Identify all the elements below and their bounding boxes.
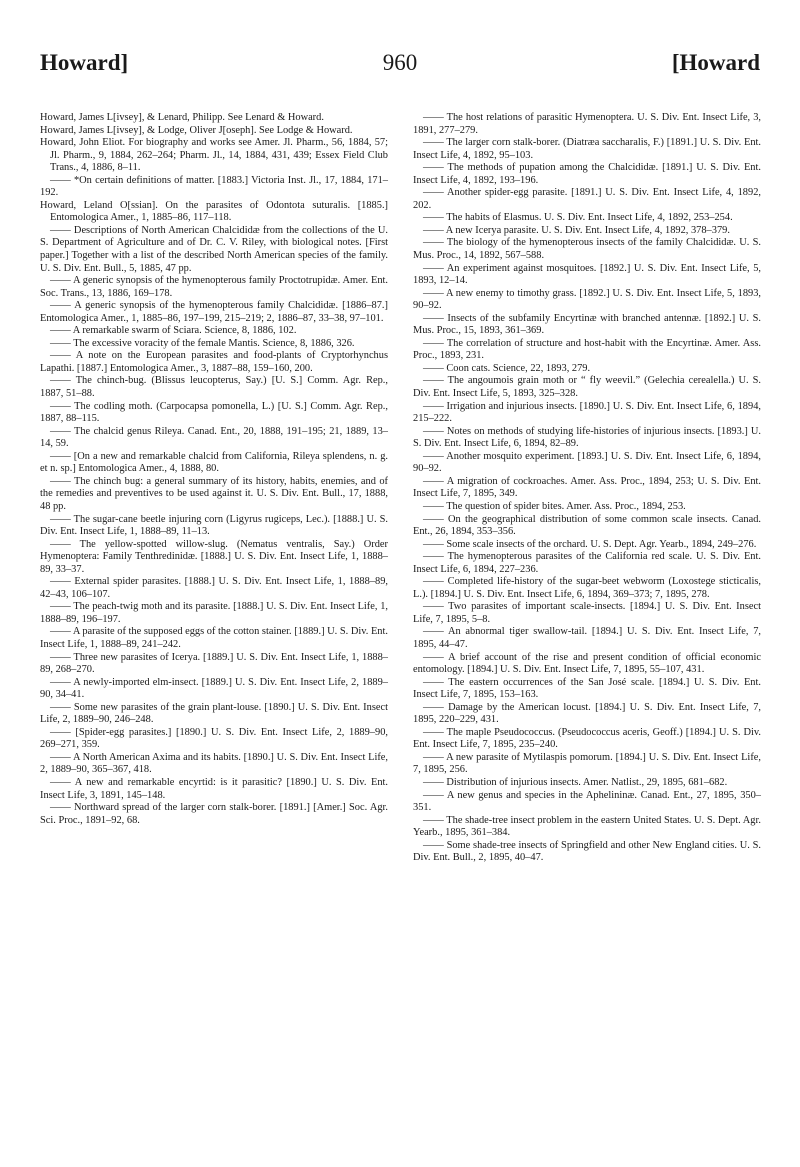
- bibliography-entry: —— The habits of Elasmus. U. S. Div. Ent. Insect Life, 4, 1892, 253–254.: [423, 212, 733, 224]
- bibliography-entry: —— External spider parasites. [1888.] U. S. Div. Ent. Insect Life, 1, 1888–89, 42–43, 106–107.: [40, 576, 388, 600]
- bibliography-entry: —— A migration of cockroaches. Amer. Ass. Proc., 1894, 253; U. S. Div. Ent. Insect Life, 7, 1895, 349.: [413, 475, 761, 500]
- bibliography-entry: Howard, John Eliot. For biography and works see Amer. Jl. Pharm., 56, 1884, 57; Jl. Pharm., 9, 1884, 262–264; Pharm. Jl., 14, 1884, 431, 439; Essex Field Club Trans., 4, 1886, 8–11.: [40, 137, 388, 174]
- bibliography-entry: —— Descriptions of North American Chalcididæ from the collections of the U. S. Department of Agriculture and of Dr. C. V. Riley, with biological notes. [First paper.] Together with a list of the described North American species of the family. U. S. Div. Ent. Bull., 5, 1885, 47 pp.: [40, 224, 388, 274]
- bibliography-entry: —— A remarkable swarm of Sciara. Science, 8, 1886, 102.: [50, 325, 297, 337]
- bibliography-entry: —— Some new parasites of the grain plant-louse. [1890.] U. S. Div. Ent. Insect Life, 2, 1889–90, 246–248.: [40, 701, 388, 726]
- bibliography-entry: —— Insects of the subfamily Encyrtinæ with branched antennæ. [1892.] U. S. Mus. Proc., 15, 1893, 361–369.: [413, 312, 761, 337]
- bibliography-entry: —— Northward spread of the larger corn stalk-borer. [1891.] [Amer.] Soc. Agr. Sci. Proc., 1891–92, 68.: [40, 802, 388, 826]
- page-number: 960: [382, 50, 418, 75]
- bibliography-entry: —— A new genus and species in the Aphelininæ. Canad. Ent., 27, 1895, 350–351.: [413, 789, 761, 814]
- bibliography-entry: —— A new enemy to timothy grass. [1892.] U. S. Div. Ent. Insect Life, 5, 1893, 90–92.: [413, 287, 761, 312]
- bibliography-entry: —— A brief account of the rise and present condition of official economic entomology. [1894.] U. S. Div. Ent. Insect Life, 7, 1895, 55–107, 431.: [413, 651, 761, 676]
- bibliography-entry: —— A newly-imported elm-insect. [1889.] U. S. Div. Ent. Insect Life, 2, 1889–90, 34–41.: [40, 676, 388, 701]
- bibliography-entry: —— An abnormal tiger swallow-tail. [1894.] U. S. Div. Ent. Insect Life, 7, 1895, 44–47.: [413, 626, 761, 650]
- bibliography-entry: —— Three new parasites of Icerya. [1889.] U. S. Div. Ent. Insect Life, 1, 1888–89, 268–270.: [40, 651, 388, 676]
- bibliography-entry: —— Coon cats. Science, 22, 1893, 279.: [423, 362, 591, 374]
- bibliography-entry: —— *On certain definitions of matter. [1883.] Victoria Inst. Jl., 17, 1884, 171–192.: [40, 174, 388, 199]
- bibliography-entry: —— On the geographical distribution of some common scale insects. Canad. Ent., 26, 1894, 353–356.: [413, 513, 761, 538]
- bibliography-entry: —— The host relations of parasitic Hymenoptera. U. S. Div. Ent. Insect Life, 3, 1891, 277–279.: [413, 112, 761, 136]
- running-header: [40, 50, 760, 80]
- bibliography-entry: —— The peach-twig moth and its parasite. [1888.] U. S. Div. Ent. Insect Life, 1, 1888–89, 196–197.: [40, 601, 388, 625]
- bibliography-entry: —— The chinch-bug. (Blissus leucopterus, Say.) [U. S.] Comm. Agr. Rep., 1887, 51–88.: [40, 375, 388, 400]
- bibliography-entry: —— The yellow-spotted willow-slug. (Nematus ventralis, Say.) Order Hymenoptera: Family Tenthredinidæ. [1888.] U. S. Div. Ent. Insect Life, 1, 1888–89, 33–37.: [40, 538, 388, 575]
- left-column: [40, 112, 388, 827]
- bibliography-entry: —— The chalcid genus Rileya. Canad. Ent., 20, 1888, 191–195; 21, 1889, 13–14, 59.: [40, 425, 388, 450]
- bibliography-entry: —— Two parasites of important scale-insects. [1894.] U. S. Div. Ent. Insect Life, 7, 1895, 5–8.: [413, 601, 761, 625]
- bibliography-entry: —— A new and remarkable encyrtid: is it parasitic? [1890.] U. S. Div. Ent. Insect Life, 3, 1891, 145–148.: [40, 776, 388, 801]
- right-column: [413, 112, 761, 865]
- header-left: Howard]: [40, 50, 129, 75]
- bibliography-entry: —— A generic synopsis of the hymenopterous family Chalcididæ. [1886–87.] Entomologica Amer., 1, 1885–86, 197–199, 215–219; 2, 1886–87, 33–38, 97–101.: [40, 300, 388, 324]
- bibliography-entry: —— The chinch bug: a general summary of its history, habits, enemies, and of the remedies and preventives to be used against it. U. S. Div. Ent. Bull., 17, 1888, 48 pp.: [40, 475, 388, 512]
- bibliography-entry: —— The eastern occurrences of the San José scale. [1894.] U. S. Div. Ent. Insect Life, 7, 1895, 153–163.: [413, 676, 761, 701]
- bibliography-entry: Howard, James L[ivsey], & Lenard, Philipp. See Lenard & Howard.: [40, 112, 324, 123]
- bibliography-entry: —— Another spider-egg parasite. [1891.] U. S. Div. Ent. Insect Life, 4, 1892, 202.: [413, 187, 761, 211]
- bibliography-entry: —— A new Icerya parasite. U. S. Div. Ent. Insect Life, 4, 1892, 378–379.: [423, 224, 730, 236]
- bibliography-entry: —— A new parasite of Mytilaspis pomorum. [1894.] U. S. Div. Ent. Insect Life, 7, 1895, 256.: [413, 751, 761, 776]
- bibliography-entry: —— The biology of the hymenopterous insects of the family Chalcididæ. U. S. Mus. Proc., 14, 1892, 567–588.: [413, 237, 761, 262]
- bibliography-entry: —— The shade-tree insect problem in the eastern United States. U. S. Dept. Agr. Yearb., 1895, 361–384.: [413, 814, 761, 839]
- bibliography-entry: —— Completed life-history of the sugar-beet webworm (Loxostege sticticalis, L.). [1894.] U. S. Div. Ent. Insect Life, 6, 1894, 369–373; 7, 1895, 278.: [413, 576, 761, 600]
- bibliography-entry: —— [Spider-egg parasites.] [1890.] U. S. Div. Ent. Insect Life, 2, 1889–90, 269–271, 359.: [40, 726, 388, 751]
- bibliography-entry: —— The codling moth. (Carpocapsa pomonella, L.) [U. S.] Comm. Agr. Rep., 1887, 88–115.: [40, 400, 388, 425]
- bibliography-entry: —— The hymenopterous parasites of the California red scale. U. S. Div. Ent. Insect Life, 6, 1894, 227–236.: [413, 551, 761, 575]
- bibliography-entry: —— A note on the European parasites and food-plants of Cryptorhynchus Lapathi. [1887.] Entomologica Amer., 3, 1887–88, 159–160, 200.: [40, 350, 388, 374]
- header-right: [Howard: [671, 50, 760, 75]
- bibliography-entry: —— An experiment against mosquitoes. [1892.] U. S. Div. Ent. Insect Life, 5, 1893, 12–14.: [413, 262, 761, 287]
- bibliography-entry: —— The larger corn stalk-borer. (Diatræa saccharalis, F.) [1891.] U. S. Div. Ent. Insect Life, 4, 1892, 95–103.: [413, 137, 761, 161]
- bibliography-entry: —— Some shade-tree insects of Springfield and other New England cities. U. S. Div. Ent. Bull., 2, 1895, 40–47.: [413, 839, 761, 864]
- bibliography-entry: —— Some scale insects of the orchard. U. S. Dept. Agr. Yearb., 1894, 249–276.: [423, 538, 757, 550]
- bibliography-entry: Howard, Leland O[ssian]. On the parasites of Odontota suturalis. [1885.] Entomologica Amer., 1, 1885–86, 117–118.: [40, 199, 388, 224]
- bibliography-entry: —— The correlation of structure and host-habit with the Encyrtinæ. Amer. Ass. Proc., 1893, 231.: [413, 337, 761, 362]
- bibliography-entry: —— A generic synopsis of the hymenopterous family Proctotrupidæ. Amer. Ent. Soc. Trans., 13, 1886, 169–178.: [40, 275, 388, 299]
- bibliography-entry: —— The question of spider bites. Amer. Ass. Proc., 1894, 253.: [423, 500, 686, 512]
- bibliography-entry: —— Another mosquito experiment. [1893.] U. S. Div. Ent. Insect Life, 6, 1894, 90–92.: [413, 450, 761, 475]
- bibliography-entry: —— The excessive voracity of the female Mantis. Science, 8, 1886, 326.: [50, 337, 355, 349]
- bibliography-entry: —— The methods of pupation among the Chalcididæ. [1891.] U. S. Div. Ent. Insect Life, 4, 1892, 193–196.: [413, 162, 761, 186]
- bibliography-entry: —— The sugar-cane beetle injuring corn (Ligyrus rugiceps, Lec.). [1888.] U. S. Div. Ent. Insect Life, 1, 1888–89, 11–13.: [40, 513, 388, 538]
- bibliography-entry: —— Irrigation and injurious insects. [1890.] U. S. Div. Ent. Insect Life, 6, 1894, 215–222.: [413, 400, 761, 425]
- bibliography-entry: —— Notes on methods of studying life-histories of injurious insects. [1893.] U. S. Div. Ent. Insect Life, 6, 1894, 82–89.: [413, 425, 761, 450]
- bibliography-entry: —— Damage by the American locust. [1894.] U. S. Div. Ent. Insect Life, 7, 1895, 220–229, 431.: [413, 701, 761, 726]
- bibliography-entry: —— The angoumois grain moth or “ fly weevil.” (Gelechia cerealella.) U. S. Div. Ent. Insect Life, 5, 1893, 325–328.: [413, 375, 761, 400]
- bibliography-entry: —— A North American Axima and its habits. [1890.] U. S. Div. Ent. Insect Life, 2, 1889–90, 365–367, 418.: [40, 751, 388, 776]
- bibliography-entry: —— A parasite of the supposed eggs of the cotton stainer. [1889.] U. S. Div. Ent. Insect Life, 1, 1888–89, 241–242.: [40, 626, 388, 650]
- bibliography-entry: Howard, James L[ivsey], & Lodge, Oliver J[oseph]. See Lodge & Howard.: [40, 124, 353, 136]
- bibliography-entry: —— The maple Pseudococcus. (Pseudococcus aceris, Geoff.) [1894.] U. S. Div. Ent. Insect Life, 7, 1895, 235–240.: [413, 726, 761, 751]
- bibliography-entry: —— [On a new and remarkable chalcid from California, Rileya splendens, n. g. et n. sp.] Entomologica Amer., 4, 1888, 80.: [40, 450, 388, 475]
- bibliography-entry: —— Distribution of injurious insects. Amer. Natlist., 29, 1895, 681–682.: [423, 776, 728, 788]
